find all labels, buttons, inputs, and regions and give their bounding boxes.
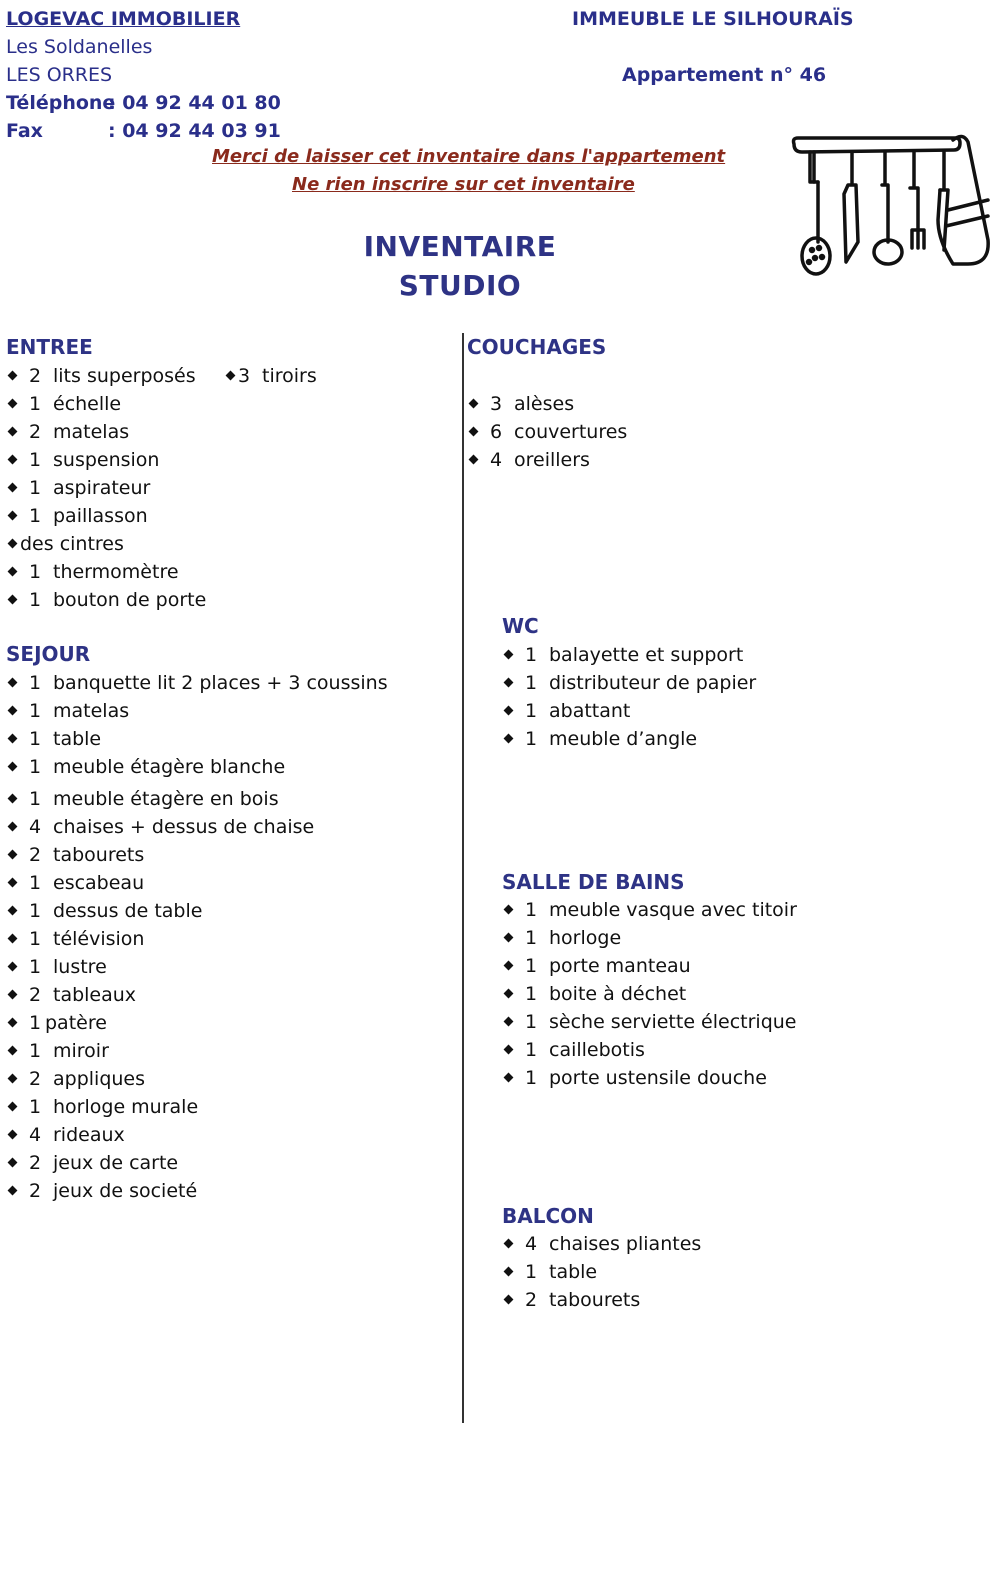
- list-item: 1 sèche serviette électrique: [502, 1008, 797, 1036]
- section-title-entree: ENTREE: [6, 335, 93, 359]
- phone-number: : 04 92 44 01 80: [108, 92, 281, 114]
- list-item: 1 thermomètre: [6, 558, 206, 586]
- list-entree: [6, 362, 206, 614]
- list-item: 1 meuble vasque avec titoir: [502, 896, 797, 924]
- company-name: LOGEVAC IMMOBILIER: [6, 8, 241, 30]
- page-title: INVENTAIRE: [363, 230, 557, 263]
- list-item: 2 jeux de societé: [6, 1177, 388, 1205]
- list-wc: [502, 641, 756, 753]
- list-item: 1 horloge murale: [6, 1093, 388, 1121]
- list-item: 1 horloge: [502, 924, 797, 952]
- list-item: 1 télévision: [6, 925, 388, 953]
- list-item: 2 matelas: [6, 418, 206, 446]
- list-item: 1 miroir: [6, 1037, 388, 1065]
- list-item: 2 tabourets: [502, 1286, 701, 1314]
- list-couchages: [467, 390, 627, 474]
- list-item: 1 porte manteau: [502, 952, 797, 980]
- list-item: 2 tableaux: [6, 981, 388, 1009]
- notice-leave-inventory: Merci de laisser cet inventaire dans l'appartement: [212, 146, 726, 167]
- list-item: 2 jeux de carte: [6, 1149, 388, 1177]
- list-sejour: [6, 669, 388, 1205]
- address-line-1: Les Soldanelles: [6, 36, 153, 58]
- list-item: 4 chaises + dessus de chaise: [6, 813, 388, 841]
- list-item: des cintres: [6, 530, 206, 558]
- column-divider: [462, 333, 464, 1423]
- list-item: 2 lits superposés: [6, 362, 206, 390]
- section-title-salle-de-bains: SALLE DE BAINS: [502, 870, 685, 894]
- building-name: IMMEUBLE LE SILHOURAÏS: [572, 8, 854, 30]
- address-line-2: LES ORRES: [6, 64, 113, 86]
- list-item: 1 paillasson: [6, 502, 206, 530]
- page-subtitle: STUDIO: [398, 269, 522, 302]
- list-item: 1 matelas: [6, 697, 388, 725]
- notice-do-not-write: Ne rien inscrire sur cet inventaire: [292, 174, 635, 195]
- phone-label: Téléphone: [6, 92, 116, 114]
- list-item: 1 meuble étagère blanche: [6, 753, 388, 781]
- section-title-wc: WC: [502, 614, 539, 638]
- list-item: 1 table: [6, 725, 388, 753]
- fax-number: : 04 92 44 03 91: [108, 120, 281, 142]
- list-item: 1 porte ustensile douche: [502, 1064, 797, 1092]
- list-item: 1 lustre: [6, 953, 388, 981]
- list-item: 4 chaises pliantes: [502, 1230, 701, 1258]
- list-item: 3 alèses: [467, 390, 627, 418]
- section-title-sejour: SEJOUR: [6, 642, 91, 666]
- list-item: 1 dessus de table: [6, 897, 388, 925]
- list-item: 1 balayette et support: [502, 641, 756, 669]
- fax-label: Fax: [6, 120, 43, 142]
- list-item: 2 tabourets: [6, 841, 388, 869]
- list-item: 1 table: [502, 1258, 701, 1286]
- list-item: 1 banquette lit 2 places + 3 coussins: [6, 669, 388, 697]
- list-item: 6 couvertures: [467, 418, 627, 446]
- list-item: 1 échelle: [6, 390, 206, 418]
- list-item: 1 suspension: [6, 446, 206, 474]
- list-item: 4 rideaux: [6, 1121, 388, 1149]
- section-title-couchages: COUCHAGES: [467, 335, 607, 359]
- list-item: 1 meuble d’angle: [502, 725, 756, 753]
- list-item: 1 meuble étagère en bois: [6, 785, 388, 813]
- list-item: 1 aspirateur: [6, 474, 206, 502]
- list-balcon: [502, 1230, 701, 1314]
- list-item: 1 patère: [6, 1009, 388, 1037]
- list-item: 1 abattant: [502, 697, 756, 725]
- list-salle-de-bains: [502, 896, 797, 1092]
- list-item-extra: 3 tiroirs: [224, 362, 317, 390]
- section-title-balcon: BALCON: [502, 1204, 594, 1228]
- list-item: 1 bouton de porte: [6, 586, 206, 614]
- list-item: 2 appliques: [6, 1065, 388, 1093]
- list-item: 1 distributeur de papier: [502, 669, 756, 697]
- list-item: 4 oreillers: [467, 446, 627, 474]
- list-item: 1 caillebotis: [502, 1036, 797, 1064]
- list-item: 1 boite à déchet: [502, 980, 797, 1008]
- kitchen-utensils-icon: [788, 130, 993, 278]
- apartment-number: Appartement n° 46: [622, 64, 827, 86]
- list-item: 1 escabeau: [6, 869, 388, 897]
